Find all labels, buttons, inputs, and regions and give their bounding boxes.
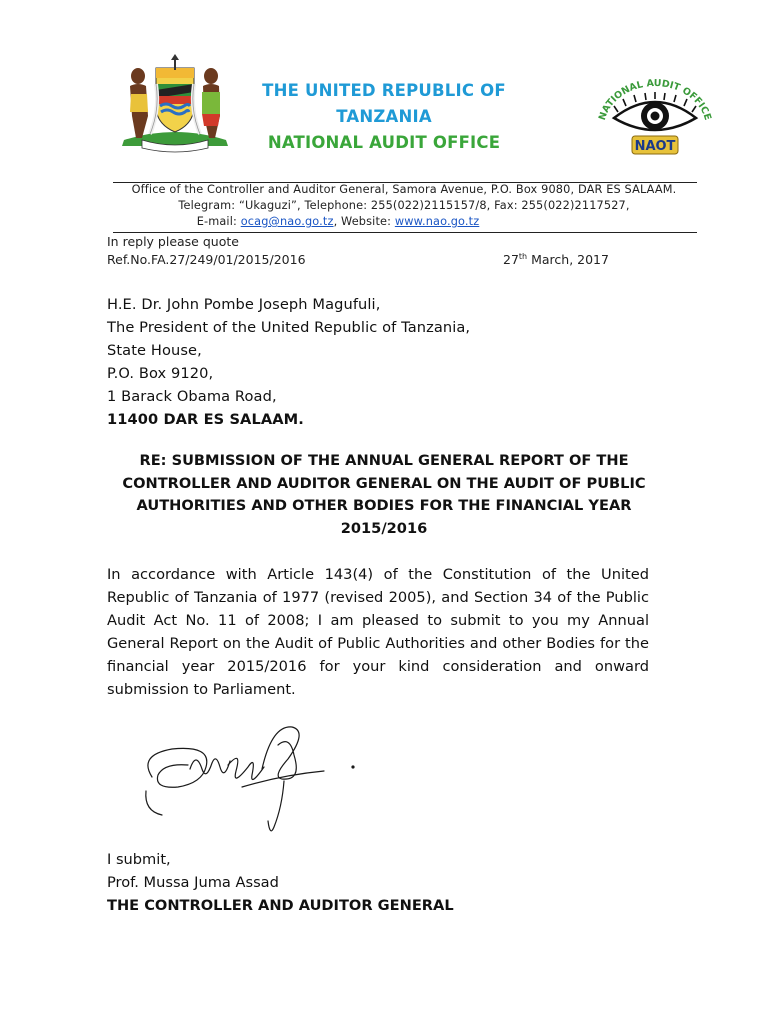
header-rule-bottom: [113, 232, 697, 233]
subject-heading: [120, 450, 648, 540]
office-contact-line: [0, 215, 676, 228]
date-day: 27: [503, 252, 519, 268]
recipient-line-4: P.O. Box 9120,: [107, 365, 214, 382]
handwritten-signature: [132, 715, 372, 840]
country-title-line1: THE UNITED REPUBLIC OF: [262, 81, 506, 100]
reply-quote-label: In reply please quote: [107, 234, 239, 249]
signatory-title: THE CONTROLLER AND AUDITOR GENERAL: [107, 897, 454, 914]
office-telegram-line: Telegram: “Ukaguzi”, Telephone: 255(022)2115157/8, Fax: 255(022)2117527,: [178, 199, 630, 212]
office-title: NATIONAL AUDIT OFFICE: [267, 133, 501, 152]
recipient-line-6: 11400 DAR ES SALAAM.: [107, 411, 304, 428]
subject-line-3: AUTHORITIES AND OTHER BODIES FOR THE FINANCIAL YEAR: [136, 497, 632, 514]
date-rest: March, 2017: [527, 252, 609, 268]
office-address-line: Office of the Controller and Auditor General, Samora Avenue, P.O. Box 9080, DAR ES SALAAM.: [131, 183, 677, 196]
subject-line-2: CONTROLLER AND AUDITOR GENERAL ON THE AUDIT OF PUBLIC: [122, 474, 646, 492]
recipient-line-1: H.E. Dr. John Pombe Joseph Magufuli,: [107, 296, 381, 313]
nao-logo-arc-text: NATIONAL AUDIT OFFICE: [596, 77, 714, 122]
date-suffix: th: [518, 252, 528, 261]
signatory-name: Prof. Mussa Juma Assad: [107, 874, 279, 891]
body-paragraph: In accordance with Article 143(4) of the Constitution of the United Republic of Tanzania of 1977 (revised 2005), and Section 34 of the Public Audit Act No. 11 of 2008; I am pleased to submit to you my Annual General Report on the Audit of Public Authorities and other Bodies for the financial year 2015/2016 for your kind consideration and onward submission to Parliament.: [107, 566, 649, 698]
subject-line-4: 2015/2016: [340, 519, 428, 537]
recipient-line-3: State House,: [107, 342, 202, 359]
website-link[interactable]: www.nao.go.tz: [394, 215, 480, 228]
closing-block: [107, 848, 454, 917]
subject-line-1: RE: SUBMISSION OF THE ANNUAL GENERAL REPORT OF THE: [139, 452, 629, 469]
letter-date: [503, 252, 609, 267]
country-title-line2: TANZANIA: [336, 107, 432, 126]
email-link[interactable]: ocag@nao.go.tz: [240, 215, 334, 228]
closing-submit: I submit,: [107, 851, 171, 868]
nao-logo-badge-text: NAOT: [634, 139, 676, 154]
reference-number: Ref.No.FA.27/249/01/2015/2016: [107, 252, 306, 267]
email-label: E-mail:: [196, 215, 237, 228]
nao-logo: [592, 72, 718, 160]
recipient-line-5: 1 Barack Obama Road,: [107, 388, 277, 405]
recipient-line-2: The President of the United Republic of Tanzania,: [107, 319, 471, 336]
website-label: , Website:: [333, 215, 392, 228]
